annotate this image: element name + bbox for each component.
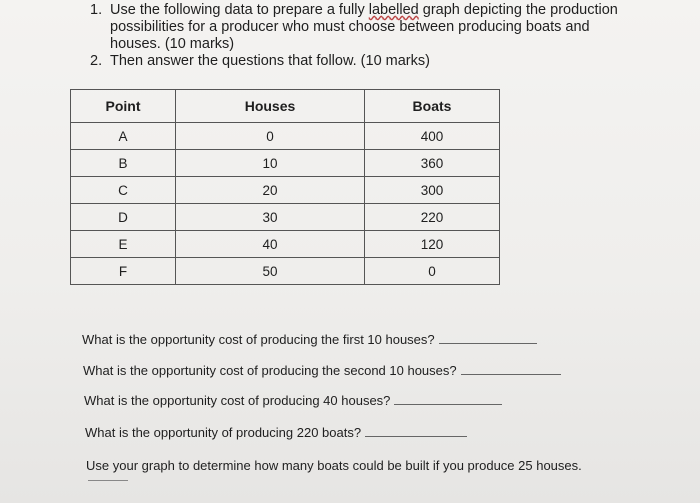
cell-houses: 0 [176,123,365,150]
answer-blank-4 [365,424,467,437]
table-row [71,150,500,177]
table-header-row [71,90,500,123]
cell-point: F [71,258,176,285]
question-4-text: What is the opportunity of producing 220 boats? [85,425,362,440]
cell-houses: 40 [176,231,365,258]
table-row [71,231,500,258]
instruction-1-underlined-word: labelled [368,2,419,18]
cell-boats: 120 [365,231,500,258]
cell-boats: 300 [365,177,500,204]
cell-point: E [71,231,176,258]
question-2-text: What is the opportunity cost of producing the second 10 houses? [83,363,457,378]
instruction-1-text-a: Use the following data to prepare a fully [110,2,365,18]
header-point: Point [71,90,176,123]
cell-boats: 0 [365,258,500,285]
instruction-2 [90,53,430,70]
instruction-2-text: Then answer the questions that follow. (10 marks) [110,53,430,69]
table-row [71,177,500,204]
table-row [71,123,500,150]
instruction-2-number: 2. [90,53,103,69]
cell-boats: 360 [365,150,500,177]
cell-houses: 50 [176,258,365,285]
cell-houses: 20 [176,177,365,204]
cell-boats: 220 [365,204,500,231]
cell-point: A [71,123,176,150]
header-boats: Boats [365,90,500,123]
cell-boats: 400 [365,123,500,150]
cell-point: D [71,204,176,231]
answer-blank-1 [439,331,537,344]
cell-point: C [71,177,176,204]
instruction-1-text-d: houses. (10 marks) [110,36,235,52]
question-4 [85,424,467,440]
instruction-1 [90,2,670,53]
cell-houses: 30 [176,204,365,231]
answer-blank-3 [394,392,502,405]
cell-houses: 10 [176,150,365,177]
production-data-table [70,89,500,285]
question-2 [83,362,561,378]
instruction-1-text-b: graph depicting the production [422,2,618,18]
question-1-text: What is the opportunity cost of producing the first 10 houses? [82,332,435,347]
question-5-text: Use your graph to determine how many boats could be built if you produce 25 houses. [86,458,582,473]
table-row [71,258,500,285]
answer-blank-2 [461,362,561,375]
answer-blank-5 [88,480,128,481]
question-1 [82,331,537,347]
question-5 [86,458,582,473]
instruction-1-number: 1. [90,2,103,18]
instruction-1-text-c: possibilities for a producer who must choose between producing boats and [110,19,590,35]
header-houses: Houses [176,90,365,123]
cell-point: B [71,150,176,177]
table-row [71,204,500,231]
question-3-text: What is the opportunity cost of producing 40 houses? [84,393,391,408]
question-3 [84,392,502,408]
